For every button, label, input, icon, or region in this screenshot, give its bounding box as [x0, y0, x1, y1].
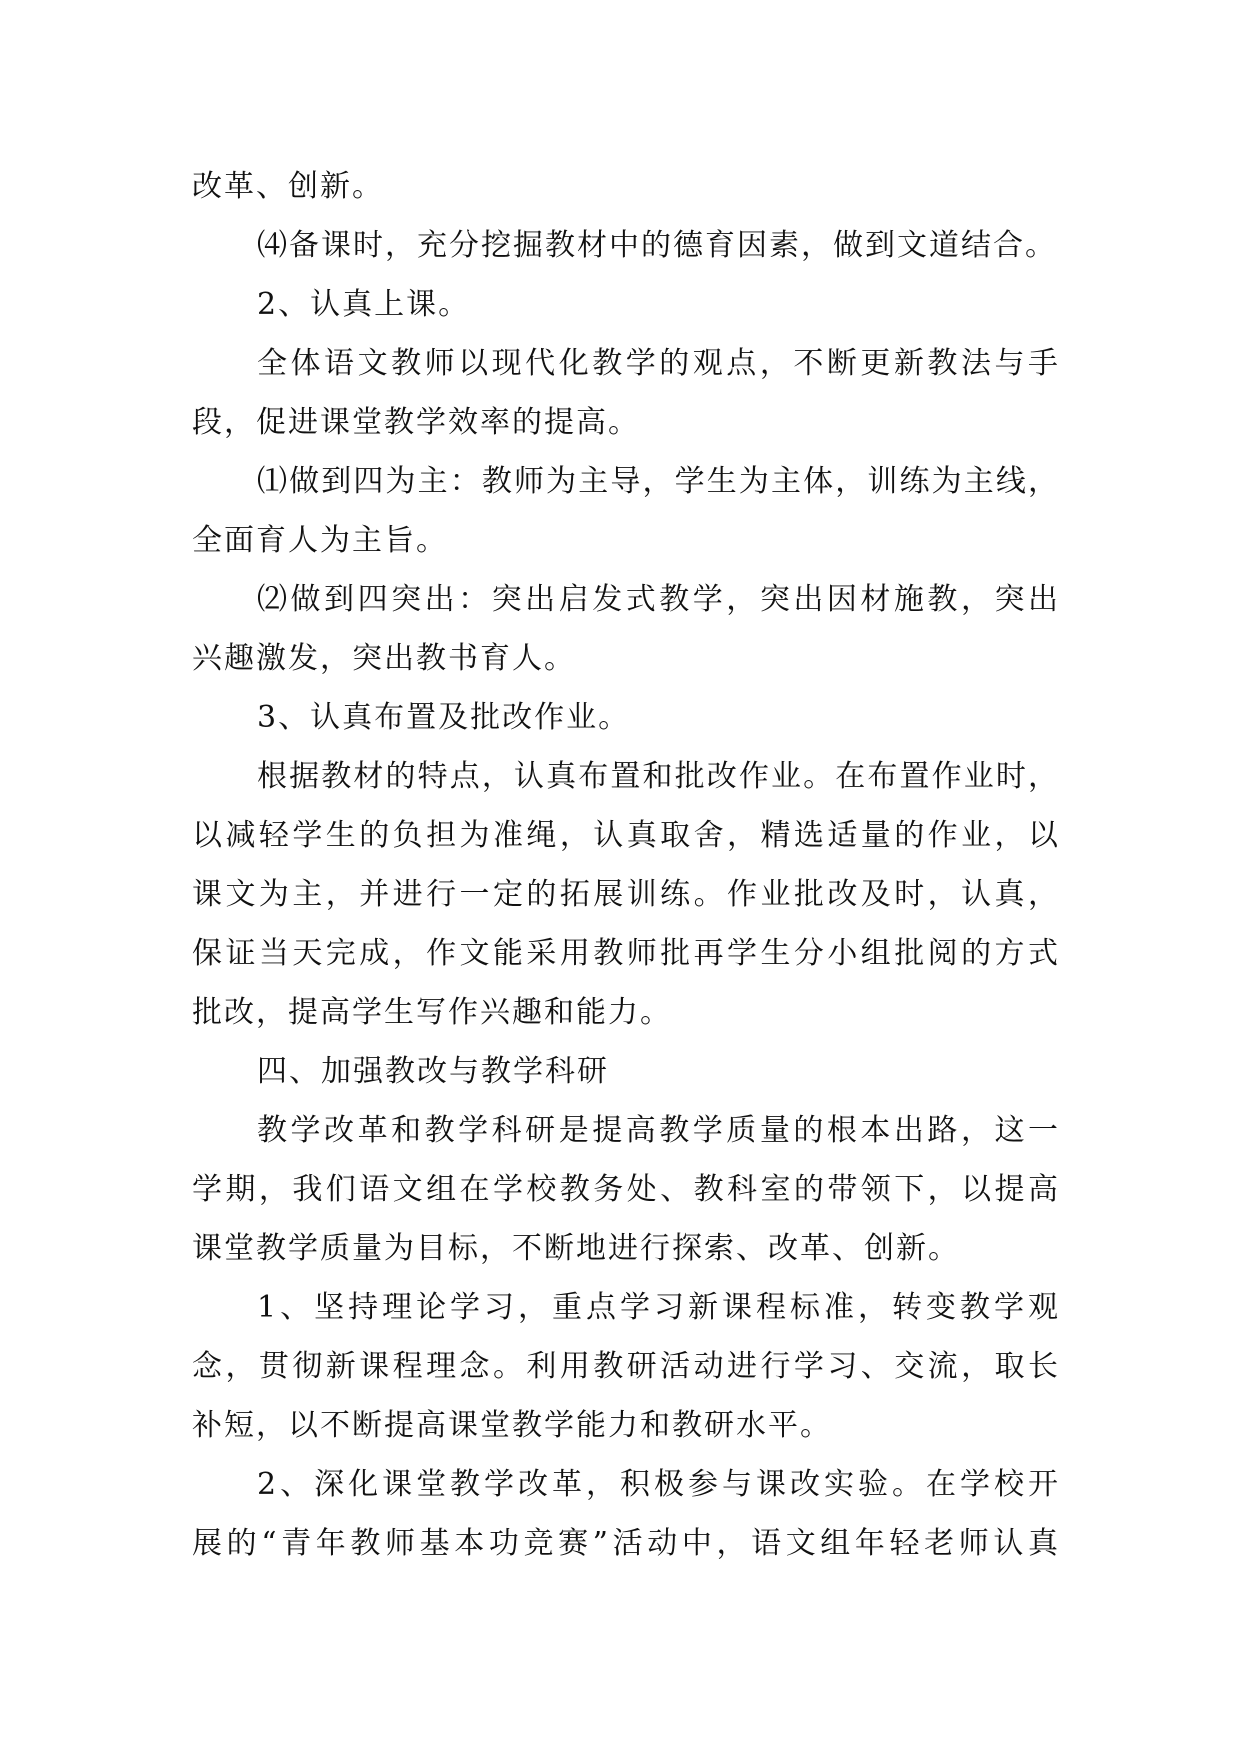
text-line: 批改，提高学生写作兴趣和能力。 — [192, 995, 672, 1030]
paragraph — [192, 334, 1058, 452]
text-line: 全面育人为主旨。 — [192, 523, 448, 558]
paragraph-point-2 — [192, 1455, 1058, 1573]
text-line: 教学改革和教学科研是提高教学质量的根本出路，这一 — [257, 1113, 1058, 1148]
paragraph-item-1 — [192, 452, 1058, 570]
section-heading-reform-research — [192, 1042, 1058, 1101]
text-line: 展的“青年教师基本功竞赛”活动中，语文组年轻老师认真 — [192, 1526, 1058, 1561]
paragraph-item-4 — [192, 216, 1058, 275]
text-line: 1、坚持理论学习，重点学习新课程标准，转变教学观 — [257, 1290, 1058, 1325]
heading-line: 四、加强教改与教学科研 — [257, 1054, 609, 1089]
paragraph — [192, 1101, 1058, 1278]
paragraph-item-2 — [192, 570, 1058, 688]
text-line: 补短，以不断提高课堂教学能力和教研水平。 — [192, 1408, 832, 1443]
text-line: 兴趣激发，突出教书育人。 — [192, 641, 576, 676]
text-line: 以减轻学生的负担为准绳，认真取舍，精选适量的作业，以 — [192, 818, 1058, 853]
text-line: 2、深化课堂教学改革，积极参与课改实验。在学校开 — [257, 1467, 1058, 1502]
text-line: 改革、创新。 — [192, 169, 384, 204]
section-heading-attend-class — [192, 275, 1058, 334]
text-line: 根据教材的特点，认真布置和批改作业。在布置作业时， — [257, 759, 1058, 794]
text-line: 课文为主，并进行一定的拓展训练。作业批改及时，认真， — [192, 877, 1058, 912]
paragraph — [192, 747, 1058, 1042]
document-body — [192, 157, 1058, 1573]
text-line: 保证当天完成，作文能采用教师批再学生分小组批阅的方式 — [192, 936, 1058, 971]
heading-line: 2、认真上课。 — [257, 287, 471, 322]
text-line: 念，贯彻新课程理念。利用教研活动进行学习、交流，取长 — [192, 1349, 1058, 1384]
heading-line: 3、认真布置及批改作业。 — [257, 700, 631, 735]
text-line: 段，促进课堂教学效率的提高。 — [192, 405, 640, 440]
text-line: 全体语文教师以现代化教学的观点，不断更新教法与手 — [257, 346, 1058, 381]
text-line: ⑵做到四突出：突出启发式教学，突出因材施教，突出 — [257, 582, 1058, 617]
paragraph-continuation — [192, 157, 1058, 216]
text-line: 课堂教学质量为目标，不断地进行探索、改革、创新。 — [192, 1231, 960, 1266]
text-line: ⑴做到四为主：教师为主导，学生为主体，训练为主线， — [257, 464, 1058, 499]
paragraph-point-1 — [192, 1278, 1058, 1455]
section-heading-homework — [192, 688, 1058, 747]
text-line: ⑷备课时，充分挖掘教材中的德育因素，做到文道结合。 — [257, 228, 1057, 263]
text-line: 学期，我们语文组在学校教务处、教科室的带领下，以提高 — [192, 1172, 1058, 1207]
